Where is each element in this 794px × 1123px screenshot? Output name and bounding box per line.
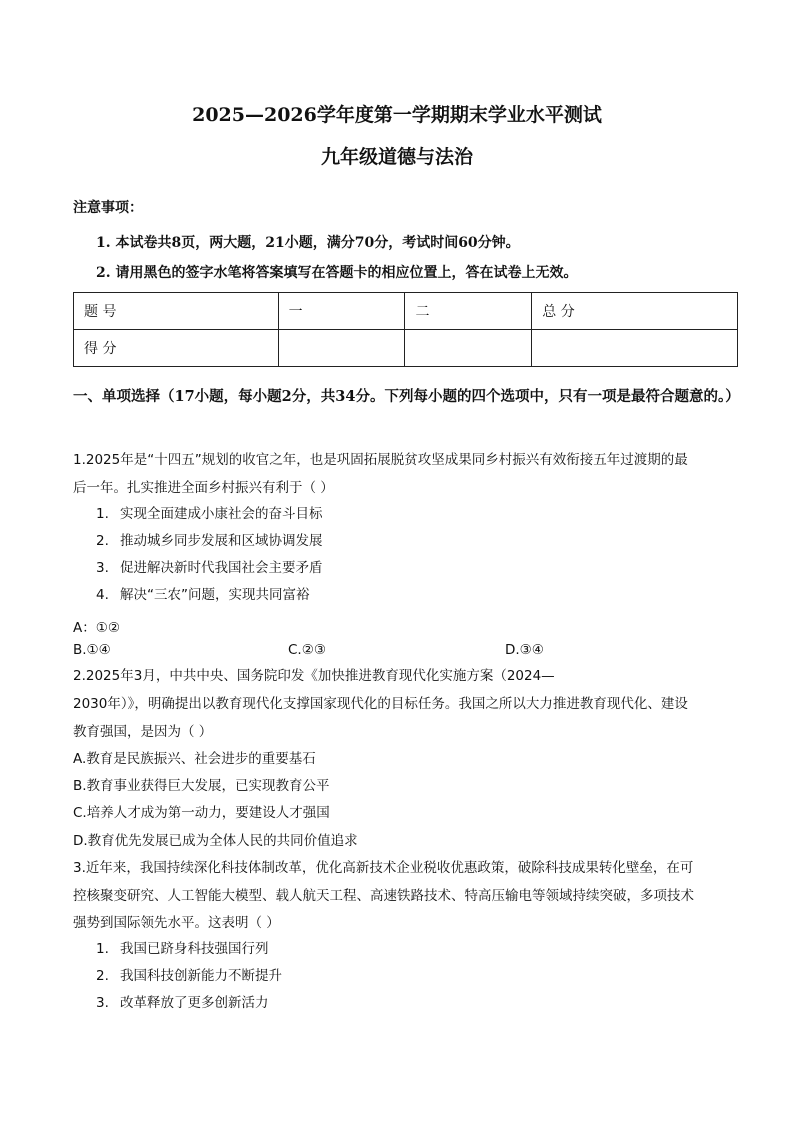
question-2-choice: B.教育事业获得巨大发展，已实现教育公平 [73,778,330,794]
item-text: 我国科技创新能力不断提升 [120,968,282,984]
section-heading: 一、单项选择（17小题，每小题2分，共34分。下列每小题的四个选项中，只有一项是最符合题意的。） [73,388,740,405]
notice-item-2: 2. 请用黑色的签字水笔将答案填写在答题卡的相应位置上，答在试卷上无效。 [96,265,578,281]
question-3-stem-line2: 控核聚变研究、人工智能大模型、载人航天工程、高速铁路技术、特高压输电等领域持续突破，多项技术 [73,888,694,904]
score-table-header-row [74,293,738,330]
question-3-item [96,963,282,990]
score-header-cell: 总 分 [532,293,738,330]
score-empty-cell [405,330,532,367]
notice-item-1: 1. 本试卷共8页，两大题，21小题，满分70分，考试时间60分钟。 [96,235,520,251]
question-1-choice-a: A：①② [73,620,120,636]
item-text: 实现全面建成小康社会的奋斗目标 [120,506,323,522]
question-3-stem-line3: 强势到国际领先水平。这表明（ ） [73,915,280,931]
question-1-item [96,582,310,609]
question-1-choice-b: B.①④ [73,642,111,658]
question-1-item [96,501,323,528]
score-table-score-row [74,330,738,367]
question-2-choice: D.教育优先发展已成为全体人民的共同价值追求 [73,833,358,849]
question-2-choice: A.教育是民族振兴、社会进步的重要基石 [73,751,316,767]
question-1-item [96,555,323,582]
item-number: 1. [96,506,109,522]
question-2-stem-line2: 2030年）》，明确提出以教育现代化支撑国家现代化的目标任务。我国之所以大力推进教育现代化、建设 [73,696,688,712]
question-1-stem-line2: 后一年。扎实推进全面乡村振兴有利于（ ） [73,480,334,496]
item-text: 改革释放了更多创新活力 [120,995,269,1011]
item-number: 3. [96,995,109,1011]
exam-title: 2025—2026学年度第一学期期末学业水平测试 [192,104,602,126]
question-2-stem-line3: 教育强国，是因为（ ） [73,724,213,740]
item-number: 3. [96,560,109,576]
score-table [73,292,738,367]
question-3-stem-line1: 3.近年来，我国持续深化科技体制改革，优化高新技术企业税收优惠政策，破除科技成果转化壁垒，在可 [73,860,694,876]
score-header-cell: 题 号 [74,293,279,330]
question-1-choice-d: D.③④ [505,642,544,658]
item-text: 解决“三农”问题，实现共同富裕 [120,587,310,603]
item-number: 4. [96,587,109,603]
item-text: 促进解决新时代我国社会主要矛盾 [120,560,323,576]
exam-subject: 九年级道德与法治 [320,146,473,168]
question-2-stem-line1: 2.2025年3月，中共中央、国务院印发《加快推进教育现代化实施方案（2024— [73,668,555,684]
question-2-choice: C.培养人才成为第一动力，要建设人才强国 [73,805,330,821]
notice-heading: 注意事项： [73,200,143,216]
score-label-cell: 得 分 [74,330,279,367]
question-1-item [96,528,323,555]
score-header-cell: 二 [405,293,532,330]
score-empty-cell [532,330,738,367]
question-3-item [96,990,269,1017]
question-3-item [96,936,269,963]
item-number: 2. [96,968,109,984]
item-text: 我国已跻身科技强国行列 [120,941,269,957]
question-1-stem-line1: 1.2025年是“十四五”规划的收官之年，也是巩固拓展脱贫攻坚成果同乡村振兴有效衔接五年过渡期的最 [73,452,688,468]
item-number: 1. [96,941,109,957]
score-header-cell: 一 [278,293,405,330]
item-text: 推动城乡同步发展和区域协调发展 [120,533,323,549]
score-empty-cell [278,330,405,367]
item-number: 2. [96,533,109,549]
question-1-choice-c: C.②③ [288,642,326,658]
